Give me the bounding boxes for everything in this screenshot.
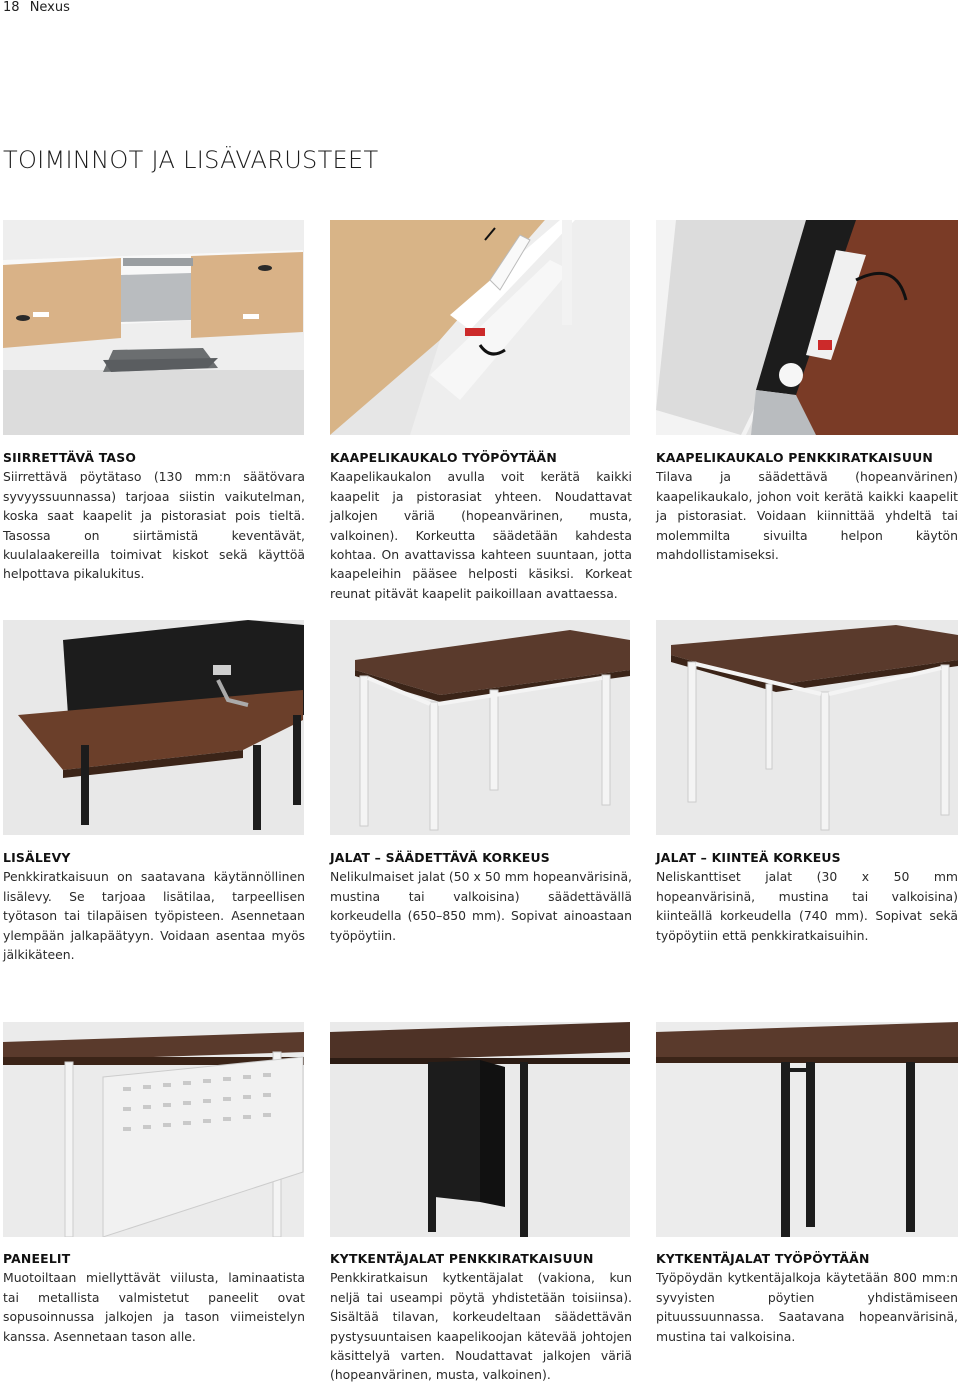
- caption-title: LISÄLEVY: [3, 850, 71, 865]
- bench-connector-legs-photo: [330, 1022, 630, 1237]
- caption-cable-tray-bench: [656, 448, 958, 564]
- sliding-top-photo: [3, 220, 304, 435]
- caption-text: Nelikulmaiset jalat (50 x 50 mm hopeanvärisinä, mustina tai valkoisina) säädettävällä korkeudella (650–850 mm). Sopivat ainoastaan työpöytiin.: [330, 869, 632, 943]
- caption-text: Kaapelikaukalon avulla voit kerätä kaikki kaapelit ja pistorasiat yhteen. Noudattavat jalkojen väriä (hopeanvärinen, musta, valkoinen). Korkeutta säädetään kahdesta kohtaa. On avattavissa kahteen suuntaan, jotta kaapeleihin pääsee helposti käsiksi. Korkeat reunat pitävät kaapelit paikoillaan avattaessa.: [330, 469, 632, 601]
- brand-name: Nexus: [29, 0, 70, 15]
- cable-tray-bench-photo: [656, 220, 958, 435]
- caption-text: Penkkiratkaisuun on saatavana käytännöllinen lisälevy. Se tarjoaa lisätilaa, tarpeellisen työtason tai tilapäisen työpisteen. Asennetaan ylempään jalkapäätyyn. Voidaan asentaa myös jälkikäteen.: [3, 869, 305, 963]
- caption-bench-connector-legs: [330, 1249, 632, 1385]
- caption-text: Neliskanttiset jalat (30 x 50 mm hopeanvärisinä, mustina tai valkoisina) kiinteällä korkeudella (740 mm). Sopivat sekä työpöytiin että penkkiratkaisuihin.: [656, 869, 958, 943]
- caption-title: KAAPELIKAUKALO TYÖPÖYTÄÄN: [330, 450, 557, 465]
- caption-panels: [3, 1249, 305, 1346]
- caption-text: Siirrettävä pöytätaso (130 mm:n säätövara syvyyssuunnassa) tarjoaa siistin vaikutelman, koska saat kaapelit ja pistorasiat pois tieltä. Tasossa on siirtämistä keventävät, kuulalaakereilla toimivat kiskot sekä käyttöä helpottava pikalukitus.: [3, 469, 305, 582]
- caption-adjustable-legs: [330, 848, 632, 945]
- caption-text: Tilava ja säädettävä (hopeanvärinen) kaapelikaukalo, johon voit kerätä kaikki kaapelit ja pistorasiat. Voidaan kiinnittää yhdeltä tai molemmilta sivuilta helpon käytön mahdollistamiseksi.: [656, 469, 958, 563]
- caption-text: Työpöydän kytkentäjalkoja käytetään 800 mm:n syvyisten pöytien yhdistämiseen pituussuunnassa. Saatavana hopeanvärisinä, mustina tai valkoisina.: [656, 1270, 958, 1344]
- caption-text: Penkkiratkaisun kytkentäjalat (vakiona, kun neljä tai useampi pöytä yhdistetään toisiinsa). Sisältää tilavan, korkeudeltaan säädettävän pystysuuntaisen kaapelikoojan kätevää johtojen käsittelyä varten. Noudattavat jalkojen väriä (hopeanvärinen, musta, valkoinen).: [330, 1270, 632, 1383]
- desk-connector-legs-photo: [656, 1022, 958, 1237]
- caption-title: KYTKENTÄJALAT PENKKIRATKAISUUN: [330, 1251, 594, 1266]
- extension-board-photo: [3, 620, 304, 835]
- panels-photo: [3, 1022, 304, 1237]
- caption-cable-tray-desk: [330, 448, 632, 603]
- adjustable-legs-photo: [330, 620, 630, 835]
- caption-title: JALAT – SÄÄDETTÄVÄ KORKEUS: [330, 850, 550, 865]
- caption-sliding-top: [3, 448, 305, 584]
- caption-title: KAAPELIKAUKALO PENKKIRATKAISUUN: [656, 450, 933, 465]
- caption-title: SIIRRETTÄVÄ TASO: [3, 450, 137, 465]
- fixed-legs-photo: [656, 620, 958, 835]
- caption-title: JALAT – KIINTEÄ KORKEUS: [656, 850, 841, 865]
- page-number: 18: [3, 0, 20, 15]
- caption-extension-board: [3, 848, 305, 964]
- caption-title: KYTKENTÄJALAT TYÖPÖYTÄÄN: [656, 1251, 870, 1266]
- caption-fixed-legs: [656, 848, 958, 945]
- caption-desk-connector-legs: [656, 1249, 958, 1346]
- page-header: [3, 0, 70, 15]
- cable-tray-desk-photo: [330, 220, 630, 435]
- page-title: TOIMINNOT JA LISÄVARUSTEET: [3, 146, 379, 174]
- caption-text: Muotoiltaan miellyttävät viilusta, laminaatista tai metallista valmistetut paneelit ovat sopusoinnussa jalkojen ja tason viimeistelyn kanssa. Asennetaan tason alle.: [3, 1270, 305, 1344]
- caption-title: PANEELIT: [3, 1251, 71, 1266]
